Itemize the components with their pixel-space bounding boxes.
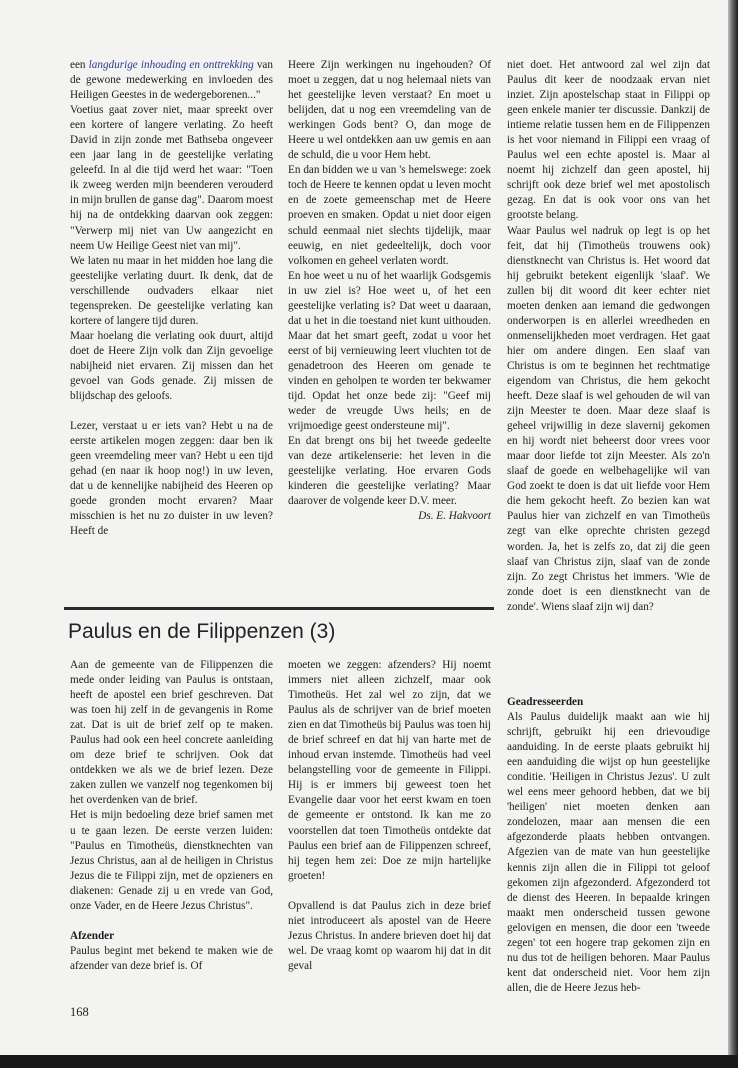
paragraph: Opvallend is dat Paulus zich in deze brief niet introduceert als apostel van de Heere Jezus Christus. In andere brieven doet hij dat wel. De vraag komt op waarom hij dat in dit geval xyxy=(288,899,491,972)
section-divider xyxy=(64,607,494,610)
paragraph: Waar Paulus wel nadruk op legt is op het feit, dat hij (Timotheüs trouwens ook) dienstknecht van Christus is. Het woord dat hij gebruikt betekent eigenlijk 'slaaf'. We zullen bij dit woord dit keer echter niet moeten denken aan iemand die gedwongen onderworpen is en allerlei wreedheden en onmenselijkheden moet verdragen. Het gaat hier om andere dingen. Een slaaf van Christus is om te beginnen het rechtmatige eigendom van Christus, die hem gekocht heeft. Deze slaaf is wel gehouden de wil van zijn Meester te doen. Maar deze slaaf is geheel vrijwillig in deze slavernij gekomen en hij wordt niet beheerst door vrees voor maar door liefde tot zijn Meester. Als zo'n slaaf de goede en welbehagelijke wil van God zoekt te doen is dat uit liefde voor Hem die hem gekocht heeft. Zo bezien kan wat Paulus hier van zichzelf en van Timotheüs zegt van elke oprechte christen gezegd worden. Ja, het is zelfs zo, dat zij die geen slaaf van Christus zijn, slaaf van de zonde zijn. Zo zegt Christus het immers. 'Wie de zonde doet is een dienstknecht van de zonde'. Wiens slaaf zijn wij dan? xyxy=(507,224,710,613)
page-bottom-shadow xyxy=(0,1055,738,1068)
paragraph: We laten nu maar in het midden hoe lang die geestelijke verlating duurt. Ik denk, dat de verschillende oudvaders elkaar niet tegenspreken. De geestelijke verlating kan kortere of langere tijd duren. xyxy=(70,254,273,327)
paragraph: moeten we zeggen: afzenders? Hij noemt immers niet alleen zichzelf, maar ook Timotheüs. Het zal wel zo zijn, dat we Paulus als de schrijver van de brief moeten zien en dat Timotheüs bij Paulus was toen hij de brief schreef en dat hij van harte met de inhoud ervan instemde. Timotheüs had veel belangstelling voor de gemeente in Filippi. Hij is er immers bij geweest toen het Evangelie daar voor het eerst kwam en toen de gemeente er ontstond. Ik kan me zo voorstellen dat toen Timotheüs ontdekte dat Paulus een brief aan de Filippenzen schreef, hij tegen hem zei: Doe ze mijn hartelijke groeten! xyxy=(288,659,491,882)
subheading: Geadresseerden xyxy=(507,696,584,708)
prev-article-column-2 xyxy=(288,58,491,524)
subheading: Afzender xyxy=(70,929,115,942)
emphasis-link: langdurige inhouding en onttrekking xyxy=(88,59,254,71)
paragraph: En dat brengt ons bij het tweede gedeelte van deze artikelenserie: het leven in die geestelijke verlating. Hoe ervaren Gods kinderen die geestelijke verlating? Maar daarover de volgende keer D.V. meer. xyxy=(288,435,491,508)
article-column-3-bottom xyxy=(507,695,710,996)
author-signature: Ds. E. Hakvoort xyxy=(418,510,491,523)
article-column-1 xyxy=(70,658,273,974)
prev-article-column-1 xyxy=(70,58,273,539)
article-column-2 xyxy=(288,658,491,974)
paragraph: Voetius gaat zover niet, maar spreekt over een kortere of langere verlating. Zo heeft David in zijn zonde met Bathseba ongeveer een jaar lang in de geestelijke verlating geleefd. In al die tijd werd het waar: "Toen ik zweeg werden mijn beenderen verouderd in mijn brullen de ganse dag". Daarom moest hij na de ontdekking daarvan ook zeggen: "Verwerp mij niet van Uw aangezicht en neem Uw Heilige Geest niet van mij". xyxy=(70,104,273,252)
paragraph: Aan de gemeente van de Filippenzen die mede onder leiding van Paulus is ontstaan, heeft de apostel een brief geschreven. Dat was toen hij zelf in de gevangenis in Rome zat. Dat is uit de brief zelf op te maken. Paulus had ook een heel concrete aanleiding om deze brief te schrijven. Ook dat ontdekken we als we de brief lezen. Deze zaken zullen we vanzelf nog tegenkomen bij het overdenken van de brief. xyxy=(70,659,273,807)
paragraph: Heere Zijn werkingen nu ingehouden? Of moet u zeggen, dat u nog helemaal niets van het geestelijke leven verstaat? En moet u belijden, dat u nog een vreemdeling van de werkingen Gods bent? O, dan moge de Heere u wel ontdekken aan uw gemis en aan de schuld, die u voor Hem hebt. xyxy=(288,59,491,162)
paragraph: En dan bidden we u van 's hemelswege: zoek toch de Heere te kennen opdat u leven mocht en de zoete gemeenschap met de Heere proeven en smaken. Opdat u niet door eigen schuld eenmaal niet slechts tijdelijk, maar eeuwig, en niet gedeeltelijk, doch voor volkomen en geheel verlaten wordt. xyxy=(288,164,491,267)
page-edge-shadow xyxy=(728,0,738,1068)
paragraph: Lezer, verstaat u er iets van? Hebt u na de eerste artikelen mogen zeggen: daar ben ik geen vreemdeling meer van? Hebt u een tijd gehad (en naar ik hoop nog!) in uw leven, dat u de kennelijke nabijheid des Heeren op goede gronden mocht ervaren? Maar misschien is het nu zo duister in uw leven? Heeft de xyxy=(70,420,273,538)
paragraph: Maar hoelang die verlating ook duurt, altijd doet de Heere Zijn volk dan Zijn gevoelige nabijheid niet ervaren. Zij missen dan het gevoel van Gods genade. Zij missen de blijdschap des geloofs. xyxy=(70,329,273,403)
paragraph: Paulus begint met bekend te maken wie de afzender van deze brief is. Of xyxy=(70,944,273,972)
paragraph: En hoe weet u nu of het waarlijk Godsgemis in uw ziel is? Hoe weet u, of het een geestelijke verlating is? Dat weet u daaraan, dat u het in die toestand niet kunt uithouden. Maar dat het smart geeft, zodat u voor het eerst of bij vernieuwing leert vluchten tot de genadetroon des Heeren om genade te vinden en geholpen te worden ter bekwamer tijd. Opdat het onze bede zij: "Geef mij weder de vreugde Uws heils; en de vrijmoedige geest ondersteune mij". xyxy=(288,269,491,433)
paragraph: niet doet. Het antwoord zal wel zijn dat Paulus dit keer de noodzaak ervan niet inziet. Zijn apostelschap staat in Filippi op geen enkele manier ter discussie. Dankzij de intieme relatie tussen hem en de Filippenzen is het voor niemand in Filippi een vraag of Paulus wel een echte apostel is. Maar al noemt hij zichzelf dan geen apostel, hij schrijft ook deze brief wel met apostolisch gezag. En dat is ook voor ons van het grootste belang. xyxy=(507,59,710,222)
article-column-3-top xyxy=(507,58,710,615)
paragraph: een langdurige inhouding en onttrekking van de gewone medewerking en invloeden des Heiligen Geestes in de wedergeborenen..." xyxy=(70,59,273,102)
paragraph: Als Paulus duidelijk maakt aan wie hij schrijft, gebruikt hij een drievoudige aanduiding. In de eerste plaats gebruikt hij een aanduiding die wijst op hun geestelijke conditie. 'Heiligen in Christus Jezus'. U zult wel eens meer gehoord hebben, dat we bij 'heiligen' niet moeten denken aan zondelozen, maar aan mensen die een afgezonderde plaats hebben ontvangen. Afgezien van de mate van hun geestelijke kennis zijn allen die in Filippi tot geloof gekomen zijn afgezonderd. Afgezonderd tot de dienst des Heeren. In bepaalde kringen maakt men onderscheid tussen gewone gelovigen en mensen, die door een 'tweede zegen' tot een hogere trap gekomen zijn en nu dus tot de heiligen behoren. Maar Paulus kent dat onderscheid niet. Voor hem zijn allen, die de Heere Jezus heb- xyxy=(507,711,710,994)
paragraph: Het is mijn bedoeling deze brief samen met u te gaan lezen. De eerste verzen luiden: "Paulus en Timotheüs, dienstknechten van Jezus Christus, aan al de heiligen in Christus Jezus die te Filippi zijn, met de opzieners en diakenen: Genade zij u en vrede van God, onze Vader, en de Heere Jezus Christus". xyxy=(70,809,273,912)
page-number: 168 xyxy=(70,1005,89,1019)
article-title: Paulus en de Filippenzen (3) xyxy=(68,620,336,643)
